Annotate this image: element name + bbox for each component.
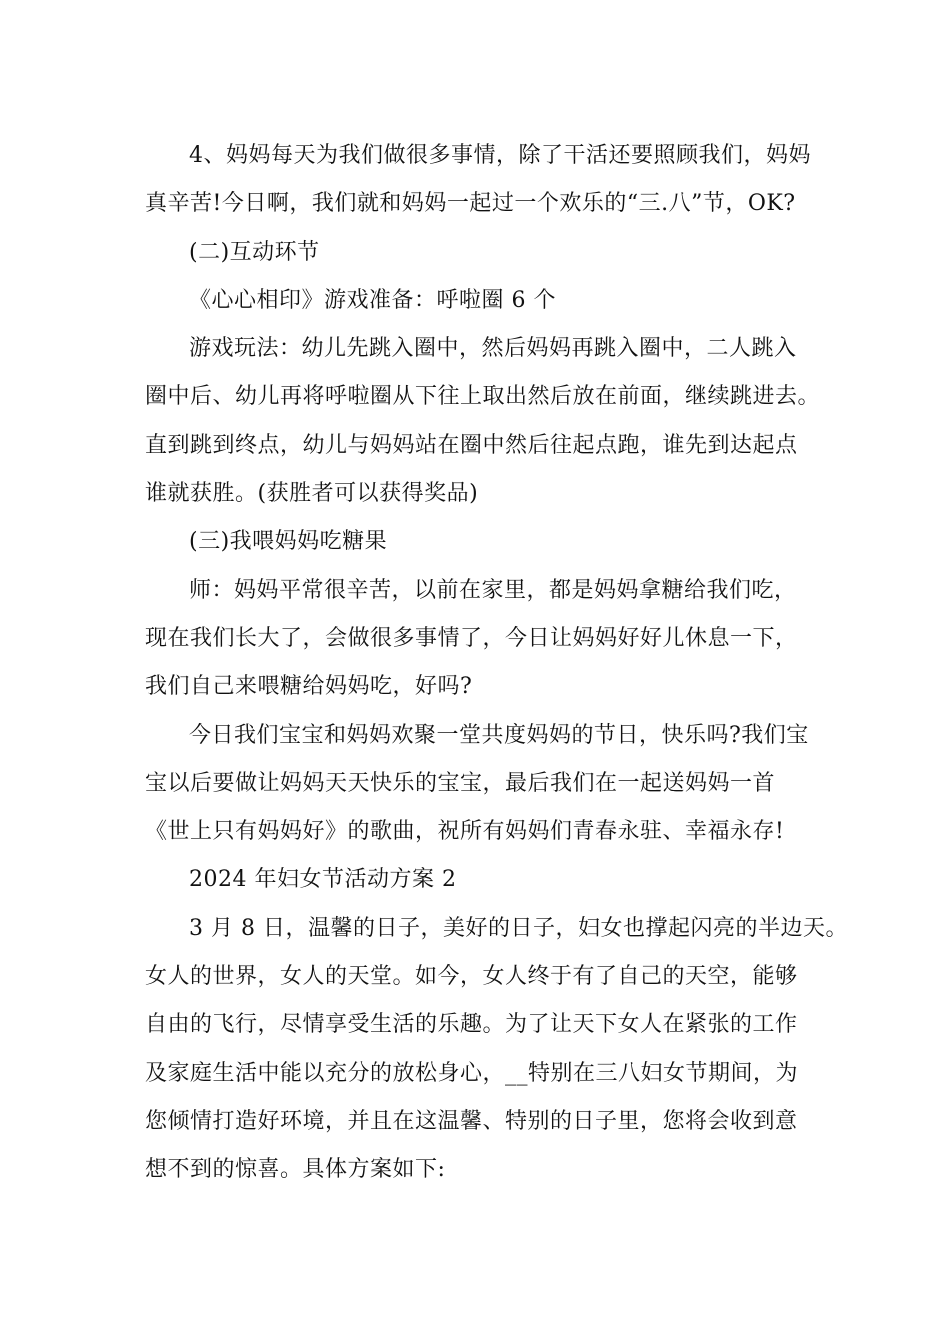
text-line: 想不到的惊喜。具体方案如下: <box>145 1157 446 1183</box>
text-line: 我们自己来喂糖给妈妈吃，好吗? <box>145 674 473 700</box>
document-body <box>145 132 848 1195</box>
section-title-plan-2 <box>145 856 825 904</box>
text-line: 3 月 8 日，温馨的日子，美好的日子，妇女也撑起闪亮的半边天。 <box>189 915 848 941</box>
paragraph-womens-day-intro <box>145 905 848 1195</box>
text-line: 师：妈妈平常很辛苦，以前在家里，都是妈妈拿糖给我们吃， <box>189 577 797 603</box>
text-line: 4、妈妈每天为我们做很多事情，除了干活还要照顾我们，妈妈 <box>189 143 811 168</box>
paragraph-closing-song <box>145 712 825 857</box>
text-line: 您倾情打造好环境，并且在这温馨、特别的日子里，您将会收到意 <box>145 1108 798 1134</box>
section-heading-candy <box>145 518 825 566</box>
paragraph-game-rules <box>145 325 825 518</box>
text-line: 自由的飞行，尽情享受生活的乐趣。为了让天下女人在紧张的工作 <box>145 1012 798 1038</box>
text-line: (三)我喂妈妈吃糖果 <box>189 529 388 555</box>
text-line: 2024 年妇女节活动方案 2 <box>189 867 457 893</box>
text-line: 现在我们长大了，会做很多事情了，今日让妈妈好好儿休息一下， <box>145 625 798 651</box>
text-line: 女人的世界，女人的天堂。如今，女人终于有了自己的天空，能够 <box>145 964 798 990</box>
text-line: 宝以后要做让妈妈天天快乐的宝宝，最后我们在一起送妈妈一首 <box>145 770 776 796</box>
text-line: 圈中后、幼儿再将呼啦圈从下往上取出然后放在前面，继续跳进去。 <box>145 384 821 410</box>
text-line: 游戏玩法：幼儿先跳入圈中，然后妈妈再跳入圈中，二人跳入 <box>189 336 797 362</box>
paragraph-teacher-speech <box>145 567 825 712</box>
text-line: 真辛苦!今日啊，我们就和妈妈一起过一个欢乐的“三.八”节，OK? <box>145 191 796 217</box>
text-line: 及家庭生活中能以充分的放松身心，__特别在三八妇女节期间，为 <box>145 1060 799 1086</box>
text-line: 《世上只有妈妈好》的歌曲，祝所有妈妈们青春永驻、幸福永存! <box>145 819 785 845</box>
paragraph-mothers-hard-work <box>145 132 825 229</box>
text-line: 直到跳到终点，幼儿与妈妈站在圈中然后往起点跑，谁先到达起点 <box>145 432 798 458</box>
text-line: 《心心相印》游戏准备：呼啦圈 6 个 <box>189 287 556 313</box>
text-line: 谁就获胜。(获胜者可以获得奖品) <box>145 481 479 507</box>
text-line: (二)互动环节 <box>189 239 320 265</box>
text-line: 今日我们宝宝和妈妈欢聚一堂共度妈妈的节日，快乐吗?我们宝 <box>189 722 809 748</box>
section-heading-interaction <box>145 229 825 277</box>
paragraph-game-preparation <box>145 277 825 325</box>
